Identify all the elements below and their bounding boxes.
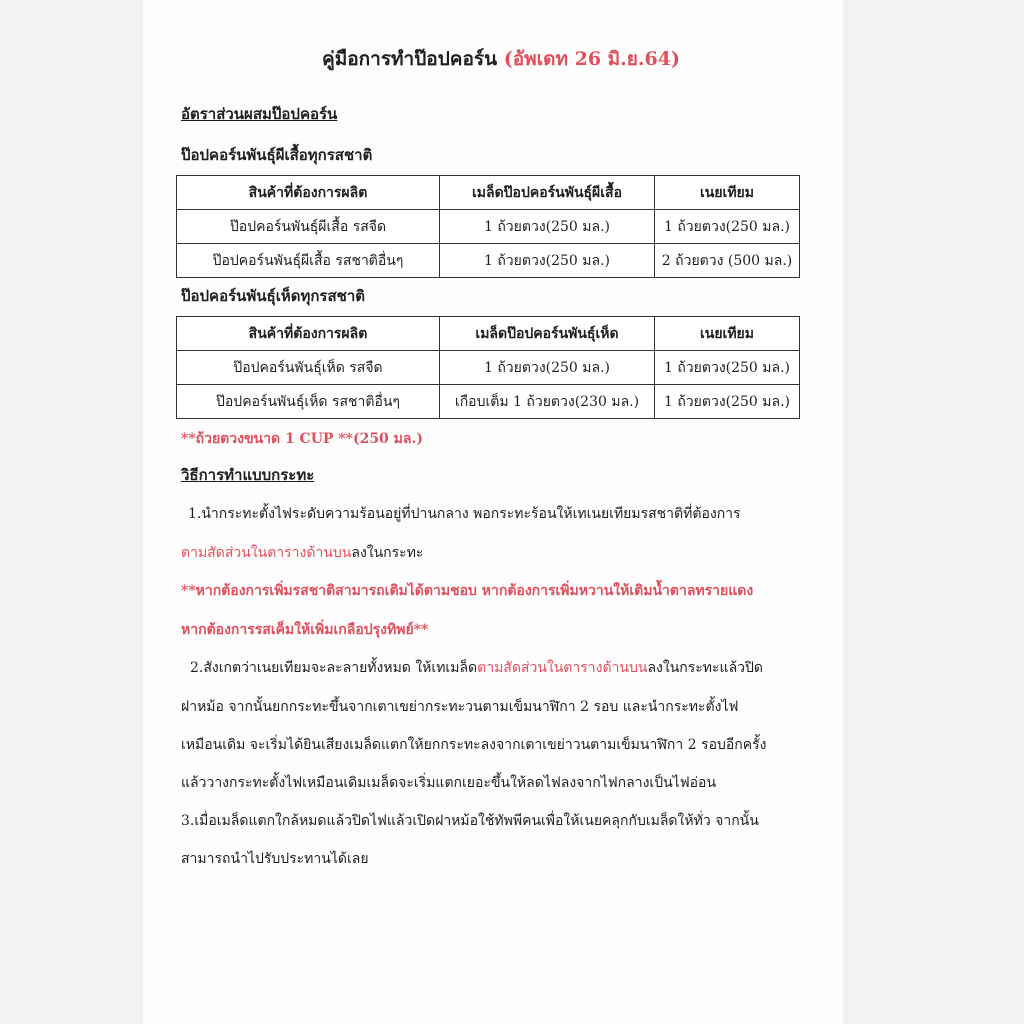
step-2-text-b: ลงในกระทะแล้วปิด (647, 660, 763, 676)
table-row (177, 210, 800, 244)
column-header: เนยเทียม (655, 317, 800, 351)
column-header: เนยเทียม (655, 176, 800, 210)
column-header: เมล็ดป๊อปคอร์นพันธุ์เห็ด (440, 317, 655, 351)
butterfly-heading: ป๊อปคอร์นพันธุ์ผีเสื้อทุกรสชาติ (181, 146, 373, 164)
step-2-text-a: 2.สังเกตว่าเนยเทียมจะละลายทั้งหมด ให้เทเมล็ด (190, 660, 478, 676)
table-cell: 1 ถ้วยตวง(250 มล.) (440, 351, 655, 385)
step-1-line-2 (181, 542, 423, 564)
table-cell: 2 ถ้วยตวง (500 มล.) (655, 244, 800, 278)
column-header: สินค้าที่ต้องการผลิต (177, 176, 440, 210)
step-2-line-4: แล้ววางกระทะตั้งไฟเหมือนเดิมเมล็ดจะเริ่มแตกเยอะขึ้นให้ลดไฟลงจากไฟกลางเป็นไฟอ่อน (181, 775, 717, 791)
step-3-line-2: สามารถนำไปรับประทานได้เลย (181, 851, 369, 867)
table-cell: ป๊อปคอร์นพันธุ์เห็ด รสชาติอื่นๆ (177, 385, 440, 419)
cup-size-note: **ถ้วยตวงขนาด 1 CUP **(250 มล.) (181, 431, 423, 447)
table-cell: เกือบเต็ม 1 ถ้วยตวง(230 มล.) (440, 385, 655, 419)
table-cell: 1 ถ้วยตวง(250 มล.) (655, 210, 800, 244)
title-update-date: (อัพเดท 26 มิ.ย.64) (503, 48, 680, 70)
table-reference-highlight: ตามสัดส่วนในตารางด้านบน (181, 545, 352, 561)
table-row (177, 385, 800, 419)
butterfly-ratio-table (176, 175, 800, 278)
step-3-line-1: 3.เมื่อเมล็ดแตกใกล้หมดแล้วปิดไฟแล้วเปิดฝาหม้อใช้ทัพพีคนเพื่อให้เนยคลุกกับเมล็ดให้ทั่ว จากนั้น (181, 813, 759, 829)
step-1-line-1: 1.นำกระทะตั้งไฟระดับความร้อนอยู่ที่ปานกลาง พอกระทะร้อนให้เทเนยเทียมรสชาติที่ต้องการ (188, 506, 741, 522)
title-main: คู่มือการทำป๊อปคอร์น (322, 48, 498, 70)
section-heading-method: วิธีการทำแบบกระทะ (181, 466, 315, 484)
tip-line-1: **หากต้องการเพิ่มรสชาติสามารถเติมได้ตามชอบ หากต้องการเพิ่มหวานให้เติมน้ำตาลทรายแดง (181, 583, 754, 599)
step-2-line-3: เหมือนเดิม จะเริ่มได้ยินเสียงเมล็ดแตกให้ยกกระทะลงจากเตาเขย่าวนตามเข็มนาฬิกา 2 รอบอีกครั้ง (181, 737, 767, 753)
table-row (177, 351, 800, 385)
column-header: เมล็ดป๊อปคอร์นพันธุ์ผีเสื้อ (440, 176, 655, 210)
table-cell: 1 ถ้วยตวง(250 มล.) (440, 244, 655, 278)
table-header-row (177, 176, 800, 210)
step-2-line-2: ฝาหม้อ จากนั้นยกกระทะขึ้นจากเตาเขย่ากระทะวนตามเข็มนาฬิกา 2 รอบ และนำกระทะตั้งไฟ (181, 699, 739, 715)
step-2-line-1 (190, 657, 763, 679)
mushroom-ratio-table (176, 316, 800, 419)
table-reference-highlight: ตามสัดส่วนในตารางด้านบน (477, 660, 648, 676)
table-cell: ป๊อปคอร์นพันธุ์ผีเสื้อ รสจืด (177, 210, 440, 244)
table-cell: ป๊อปคอร์นพันธุ์เห็ด รสจืด (177, 351, 440, 385)
table-cell: 1 ถ้วยตวง(250 มล.) (655, 351, 800, 385)
step-1-line-2-text: ลงในกระทะ (351, 545, 424, 561)
table-header-row (177, 317, 800, 351)
table-cell: 1 ถ้วยตวง(250 มล.) (440, 210, 655, 244)
section-heading-ratio: อัตราส่วนผสมป๊อปคอร์น (181, 105, 338, 123)
table-cell: ป๊อปคอร์นพันธุ์ผีเสื้อ รสชาติอื่นๆ (177, 244, 440, 278)
table-cell: 1 ถ้วยตวง(250 มล.) (655, 385, 800, 419)
column-header: สินค้าที่ต้องการผลิต (177, 317, 440, 351)
mushroom-heading: ป๊อปคอร์นพันธุ์เห็ดทุกรสชาติ (181, 287, 365, 305)
table-row (177, 244, 800, 278)
tip-line-2: หากต้องการรสเค็มให้เพิ่มเกลือปรุงทิพย์** (181, 622, 429, 638)
document-title (322, 44, 680, 74)
